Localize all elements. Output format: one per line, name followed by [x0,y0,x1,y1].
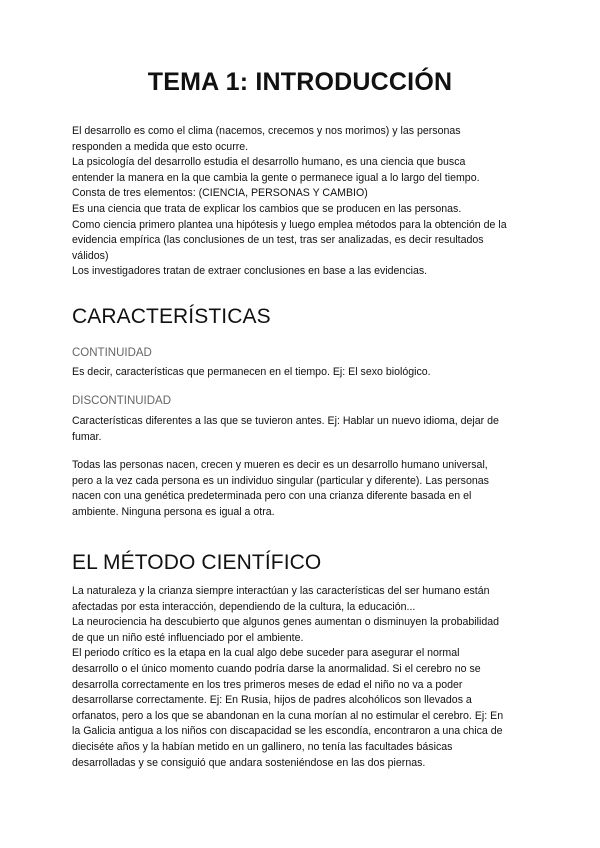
caracteristicas-heading: CARACTERÍSTICAS [72,305,271,328]
intro-paragraph: El desarrollo es como el clima (nacemos, crecemos y nos morimos) y las personas responden a medida que esto ocurre. La psicología del desarrollo estudia el desarrollo humano, es una ciencia que busca entender la manera en la que cambia la gente o permanece igual a lo largo del tiempo. Consta de tres elementos: (CIENCIA, PERSONAS Y CAMBIO) Es una ciencia que trata de explicar los cambios que se producen en las personas. Como ciencia primero plantea una hipótesis y luego emplea métodos para la obtención de la evidencia empírica (las conclusiones de un test, tras ser analizadas, es decir resultados válidos) Los investigadores tratan de extraer conclusiones en base a las evidencias. [72,125,507,278]
continuidad-heading: CONTINUIDAD [72,347,152,359]
metodo-cientifico-paragraph: La naturaleza y la crianza siempre interactúan y las características del ser humano están afectadas por esta interacción, dependiendo de la cultura, la educación... La neurociencia ha descubierto que algunos genes aumentan o disminuyen la probabilidad de que un niño esté influenciado por el ambiente. El periodo crítico es la etapa en la cual algo debe suceder para asegurar el normal desarrollo o el único momento cuando podría darse la anormalidad. Si el cerebro no se desarrolla correctamente en los tres primeros meses de edad el niño no va a poder desarrollarse correctamente. Ej: En Rusia, hijos de padres alcohólicos son llevados a orfanatos, pero a los que se abandonan en la cuna morían al no estimular el cerebro. Ej: En la Galicia antigua a los niños con discapacidad se les escondía, encontraron a una chica de dieciséte años y la habían metido en un gallinero, no tenía las facultades básicas desarrolladas y se consiguió que andara sosteniéndose en las dos piernas. [72,585,504,769]
caracteristicas-summary-paragraph: Todas las personas nacen, crecen y mueren es decir es un desarrollo humano universal, pero a la vez cada persona es un individuo singular (particular y diferente). Las personas nacen con una genética predeterminada pero con una crianza diferente basada en el ambiente. Ninguna persona es igual a otra. [72,459,489,518]
discontinuidad-heading: DISCONTINUIDAD [72,395,172,407]
page-title: TEMA 1: INTRODUCCIÓN [147,68,453,96]
continuidad-paragraph: Es decir, características que permanecen en el tiempo. Ej: El sexo biológico. [72,366,431,378]
discontinuidad-paragraph: Características diferentes a las que se tuvieron antes. Ej: Hablar un nuevo idioma, dejar de fumar. [72,415,499,443]
metodo-cientifico-heading: EL MÉTODO CIENTÍFICO [72,551,322,574]
